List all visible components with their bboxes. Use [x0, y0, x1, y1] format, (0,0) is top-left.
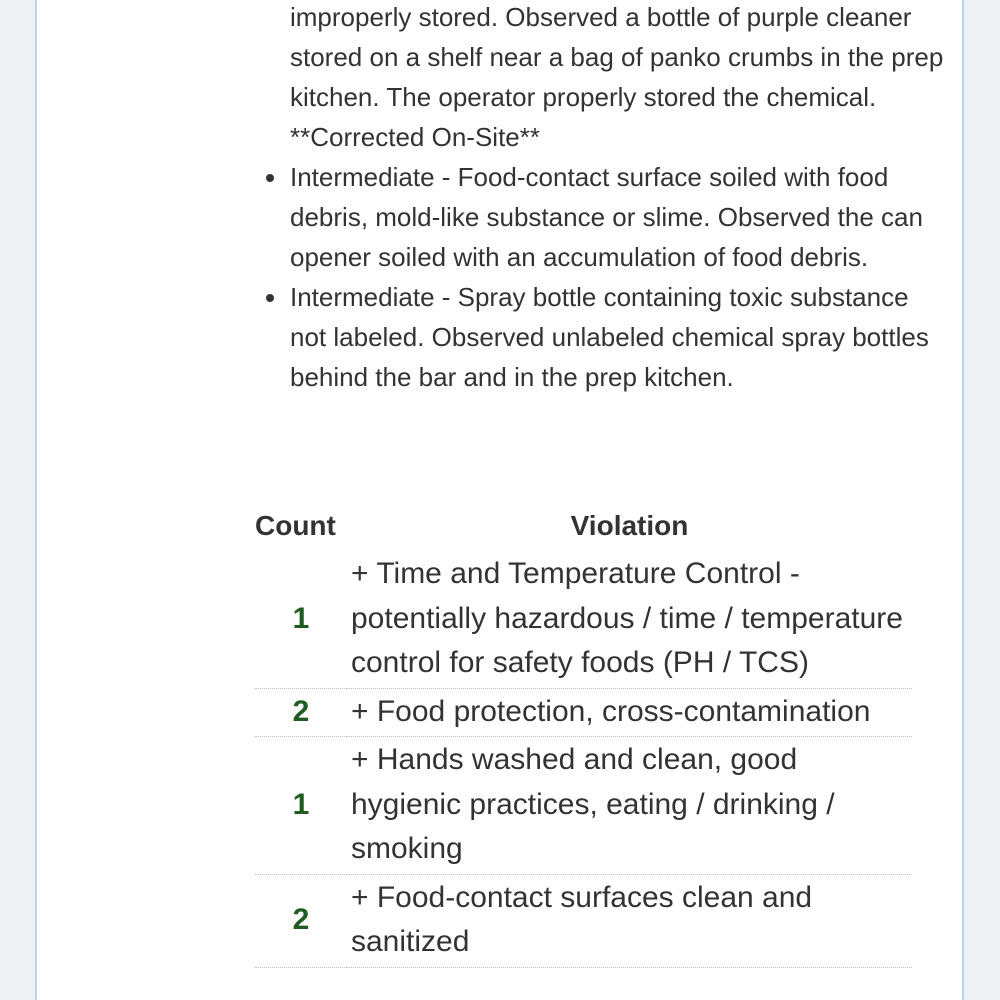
violation-description: + Food-contact surfaces clean and sanitized — [347, 874, 912, 967]
table-header-row — [255, 504, 912, 551]
bullet-icon — [266, 294, 274, 302]
table-row — [255, 737, 912, 875]
violation-count: 1 — [255, 737, 347, 875]
table-row — [255, 551, 912, 688]
report-page — [35, 0, 964, 1000]
note-text: Intermediate - Food-contact surface soiled with food debris, mold-like substance or slime. Observed the can opener soiled with an accumulation of food debris. — [290, 162, 923, 272]
note-text: improperly stored. Observed a bottle of purple cleaner stored on a shelf near a bag of panko crumbs in the prep kitchen. The operator properly stored the chemical. **Corrected On-Site** — [290, 2, 944, 152]
bullet-icon — [266, 174, 274, 182]
list-item — [290, 157, 950, 277]
violations-table — [255, 504, 912, 968]
table-row — [255, 688, 912, 737]
violation-count: 2 — [255, 874, 347, 967]
note-text: Intermediate - Spray bottle containing toxic substance not labeled. Observed unlabeled chemical spray bottles behind the bar and in the prep kitchen. — [290, 282, 929, 392]
violation-description: + Food protection, cross-contamination — [347, 688, 912, 737]
list-item — [290, 277, 950, 397]
violation-count: 1 — [255, 551, 347, 688]
violation-description: + Hands washed and clean, good hygienic practices, eating / drinking / smoking — [347, 737, 912, 875]
violation-description: + Time and Temperature Control - potentially hazardous / time / temperature control for safety foods (PH / TCS) — [347, 551, 912, 688]
count-column-header: Count — [255, 510, 336, 541]
list-item — [290, 0, 950, 157]
table-row — [255, 874, 912, 967]
violation-column-header: Violation — [570, 510, 689, 541]
violation-count: 2 — [255, 688, 347, 737]
inspection-notes-list — [258, 0, 950, 397]
